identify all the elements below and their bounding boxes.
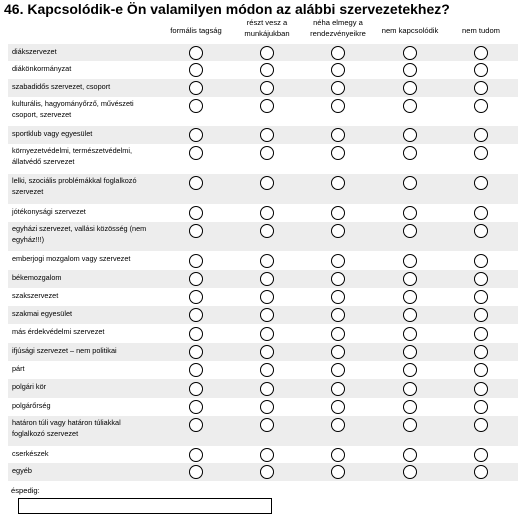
answer-radio[interactable] bbox=[331, 81, 345, 95]
answer-radio[interactable] bbox=[474, 206, 488, 220]
row-label bbox=[12, 99, 172, 121]
row-label bbox=[12, 346, 172, 357]
question-row bbox=[8, 324, 518, 343]
answer-radio[interactable] bbox=[403, 345, 417, 359]
row-label bbox=[12, 273, 172, 284]
answer-radio[interactable] bbox=[260, 81, 274, 95]
answer-radio[interactable] bbox=[331, 254, 345, 268]
column-header-line: nem kapcsolódik bbox=[381, 26, 439, 35]
answer-radio[interactable] bbox=[403, 206, 417, 220]
other-specify-field[interactable] bbox=[18, 498, 272, 514]
question-row bbox=[8, 97, 518, 126]
row-label bbox=[12, 146, 172, 168]
answer-radio[interactable] bbox=[474, 128, 488, 142]
row-label bbox=[12, 224, 172, 246]
answer-radio[interactable] bbox=[189, 176, 203, 190]
question-row bbox=[8, 361, 518, 379]
column-header-line: rendezvényeikre bbox=[310, 28, 366, 38]
answer-radio[interactable] bbox=[474, 448, 488, 462]
row-label-line: békemozgalom bbox=[12, 273, 62, 282]
row-label-line: kulturális, hagyományőrző, művészeti bbox=[12, 99, 134, 108]
answer-radio[interactable] bbox=[189, 63, 203, 77]
answer-radio[interactable] bbox=[331, 146, 345, 160]
answer-radio[interactable] bbox=[474, 81, 488, 95]
answer-radio[interactable] bbox=[260, 327, 274, 341]
answer-radio[interactable] bbox=[260, 146, 274, 160]
answer-radio[interactable] bbox=[474, 418, 488, 432]
question-row bbox=[8, 222, 518, 251]
row-label bbox=[12, 291, 172, 302]
answer-radio[interactable] bbox=[260, 176, 274, 190]
column-header-line: nem tudom bbox=[462, 26, 500, 35]
answer-radio[interactable] bbox=[331, 290, 345, 304]
row-label bbox=[12, 64, 172, 75]
row-label bbox=[12, 401, 172, 412]
row-label bbox=[12, 47, 172, 58]
answer-radio[interactable] bbox=[403, 382, 417, 396]
column-header-line: munkájukban bbox=[244, 28, 290, 38]
row-label-line: párt bbox=[12, 364, 25, 373]
answer-radio[interactable] bbox=[331, 345, 345, 359]
answer-radio[interactable] bbox=[189, 345, 203, 359]
answer-radio[interactable] bbox=[331, 382, 345, 396]
question-row bbox=[8, 79, 518, 97]
row-label bbox=[12, 82, 172, 93]
answer-radio[interactable] bbox=[260, 224, 274, 238]
row-label-line: más érdekvédelmi szervezet bbox=[12, 327, 105, 336]
answer-radio[interactable] bbox=[189, 290, 203, 304]
answer-radio[interactable] bbox=[474, 382, 488, 396]
row-label bbox=[12, 129, 172, 140]
answer-radio[interactable] bbox=[403, 224, 417, 238]
answer-radio[interactable] bbox=[331, 99, 345, 113]
answer-radio[interactable] bbox=[189, 81, 203, 95]
row-label-line: szervezet bbox=[12, 186, 44, 196]
answer-radio[interactable] bbox=[260, 46, 274, 60]
answer-radio[interactable] bbox=[331, 327, 345, 341]
answer-radio[interactable] bbox=[474, 400, 488, 414]
answer-radio[interactable] bbox=[260, 363, 274, 377]
question-row bbox=[8, 288, 518, 306]
question-row bbox=[8, 398, 518, 416]
row-label bbox=[12, 382, 172, 393]
row-label-line: ifjúsági szervezet – nem politikai bbox=[12, 346, 117, 355]
answer-radio[interactable] bbox=[189, 254, 203, 268]
answer-radio[interactable] bbox=[403, 327, 417, 341]
row-label-line: sportklub vagy egyesület bbox=[12, 129, 93, 138]
row-label-line: állatvédő szervezet bbox=[12, 156, 75, 166]
answer-radio[interactable] bbox=[260, 63, 274, 77]
column-headers bbox=[0, 0, 524, 44]
answer-radio[interactable] bbox=[474, 465, 488, 479]
answer-radio[interactable] bbox=[474, 99, 488, 113]
row-label bbox=[12, 309, 172, 320]
answer-radio[interactable] bbox=[403, 63, 417, 77]
answer-radio[interactable] bbox=[260, 290, 274, 304]
answer-radio[interactable] bbox=[260, 99, 274, 113]
answer-radio[interactable] bbox=[189, 382, 203, 396]
answer-radio[interactable] bbox=[403, 418, 417, 432]
row-label-line: szakszervezet bbox=[12, 291, 59, 300]
answer-radio[interactable] bbox=[403, 465, 417, 479]
answer-radio[interactable] bbox=[260, 418, 274, 432]
answer-radio[interactable] bbox=[189, 400, 203, 414]
row-label-line: polgári kör bbox=[12, 382, 47, 391]
answer-radio[interactable] bbox=[403, 290, 417, 304]
question-row bbox=[8, 144, 518, 174]
question-row bbox=[8, 343, 518, 361]
answer-radio[interactable] bbox=[474, 146, 488, 160]
question-row bbox=[8, 126, 518, 144]
answer-radio[interactable] bbox=[403, 272, 417, 286]
row-label bbox=[12, 327, 172, 338]
row-label-line: egyházi szervezet, vallási közösség (nem bbox=[12, 224, 147, 233]
answer-radio[interactable] bbox=[474, 363, 488, 377]
question-row bbox=[8, 174, 518, 204]
question-row bbox=[8, 44, 518, 61]
row-label-line: diákönkormányzat bbox=[12, 64, 72, 73]
answer-radio[interactable] bbox=[474, 46, 488, 60]
question-row bbox=[8, 204, 518, 222]
answer-radio[interactable] bbox=[403, 81, 417, 95]
answer-radio[interactable] bbox=[474, 224, 488, 238]
answer-radio[interactable] bbox=[403, 308, 417, 322]
answer-radio[interactable] bbox=[331, 308, 345, 322]
question-row bbox=[8, 416, 518, 446]
answer-radio[interactable] bbox=[474, 327, 488, 341]
question-row bbox=[8, 379, 518, 398]
row-label-line: csoport, szervezet bbox=[12, 109, 72, 119]
row-label bbox=[12, 466, 172, 477]
answer-radio[interactable] bbox=[331, 465, 345, 479]
row-label-line: egyéb bbox=[12, 466, 32, 475]
answer-radio[interactable] bbox=[474, 254, 488, 268]
row-label-line: szakmai egyesület bbox=[12, 309, 73, 318]
answer-radio[interactable] bbox=[260, 254, 274, 268]
row-label-line: környezetvédelmi, természetvédelmi, bbox=[12, 146, 133, 155]
answer-radio[interactable] bbox=[189, 224, 203, 238]
row-label-line: szabadidős szervezet, csoport bbox=[12, 82, 111, 91]
question-row bbox=[8, 270, 518, 288]
answer-radio[interactable] bbox=[331, 206, 345, 220]
answer-radio[interactable] bbox=[403, 146, 417, 160]
answer-radio[interactable] bbox=[260, 345, 274, 359]
answer-radio[interactable] bbox=[189, 272, 203, 286]
row-label-line: jótékonysági szervezet bbox=[12, 207, 86, 216]
question-row bbox=[8, 463, 518, 481]
answer-radio[interactable] bbox=[331, 418, 345, 432]
answer-radio[interactable] bbox=[189, 327, 203, 341]
answer-radio[interactable] bbox=[189, 363, 203, 377]
row-label bbox=[12, 176, 172, 198]
answer-radio[interactable] bbox=[403, 448, 417, 462]
question-row bbox=[8, 446, 518, 463]
answer-radio[interactable] bbox=[260, 308, 274, 322]
answer-radio[interactable] bbox=[189, 46, 203, 60]
row-label bbox=[12, 364, 172, 375]
answer-radio[interactable] bbox=[331, 448, 345, 462]
question-row bbox=[8, 61, 518, 79]
other-specify-label: éspedig: bbox=[11, 486, 40, 495]
answer-radio[interactable] bbox=[403, 254, 417, 268]
answer-radio[interactable] bbox=[403, 176, 417, 190]
answer-radio[interactable] bbox=[403, 400, 417, 414]
answer-radio[interactable] bbox=[331, 272, 345, 286]
answer-radio[interactable] bbox=[260, 448, 274, 462]
answer-radio[interactable] bbox=[474, 290, 488, 304]
answer-radio[interactable] bbox=[331, 400, 345, 414]
answer-radio[interactable] bbox=[474, 176, 488, 190]
answer-radio[interactable] bbox=[331, 224, 345, 238]
answer-radio[interactable] bbox=[189, 99, 203, 113]
answer-radio[interactable] bbox=[260, 465, 274, 479]
answer-radio[interactable] bbox=[260, 272, 274, 286]
answer-radio[interactable] bbox=[331, 363, 345, 377]
question-row bbox=[8, 251, 518, 270]
answer-radio[interactable] bbox=[403, 46, 417, 60]
column-header-line: formális tagság bbox=[170, 26, 222, 35]
answer-radio[interactable] bbox=[331, 63, 345, 77]
column-header-line: részt vesz a bbox=[246, 18, 288, 27]
question-row bbox=[8, 306, 518, 324]
row-label-line: emberjogi mozgalom vagy szervezet bbox=[12, 254, 131, 263]
answer-radio[interactable] bbox=[189, 146, 203, 160]
answer-radio[interactable] bbox=[189, 465, 203, 479]
answer-radio[interactable] bbox=[474, 272, 488, 286]
answer-radio[interactable] bbox=[403, 128, 417, 142]
answer-radio[interactable] bbox=[189, 418, 203, 432]
answer-radio[interactable] bbox=[403, 363, 417, 377]
row-label-line: egyház!!!) bbox=[12, 234, 45, 244]
row-label bbox=[12, 449, 172, 460]
row-label-line: foglalkozó szervezet bbox=[12, 428, 79, 438]
answer-radio[interactable] bbox=[474, 345, 488, 359]
column-header-line: néha elmegy a bbox=[313, 18, 363, 27]
answer-radio[interactable] bbox=[260, 382, 274, 396]
answer-radio[interactable] bbox=[403, 99, 417, 113]
answer-radio[interactable] bbox=[474, 308, 488, 322]
answer-radio[interactable] bbox=[331, 176, 345, 190]
column-header bbox=[436, 26, 524, 37]
row-label-line: lelki, szociális problémákkal foglalkozó bbox=[12, 176, 137, 185]
row-label-line: cserkészek bbox=[12, 449, 49, 458]
answer-radio[interactable] bbox=[260, 400, 274, 414]
row-label-line: határon túli vagy határon túliakkal bbox=[12, 418, 121, 427]
answer-radio[interactable] bbox=[189, 128, 203, 142]
row-label bbox=[12, 207, 172, 218]
answer-radio[interactable] bbox=[260, 206, 274, 220]
answer-radio[interactable] bbox=[260, 128, 274, 142]
answer-radio[interactable] bbox=[189, 206, 203, 220]
row-label bbox=[12, 254, 172, 265]
row-label-line: polgárőrség bbox=[12, 401, 51, 410]
answer-radio[interactable] bbox=[189, 448, 203, 462]
answer-radio[interactable] bbox=[189, 308, 203, 322]
answer-radio[interactable] bbox=[474, 63, 488, 77]
question-title: 46. Kapcsolódik-e Ön valamilyen módon az alábbi szervezetekhez? bbox=[4, 1, 450, 17]
row-label-line: diákszervezet bbox=[12, 47, 57, 56]
answer-radio[interactable] bbox=[331, 128, 345, 142]
answer-radio[interactable] bbox=[331, 46, 345, 60]
row-label bbox=[12, 418, 172, 440]
